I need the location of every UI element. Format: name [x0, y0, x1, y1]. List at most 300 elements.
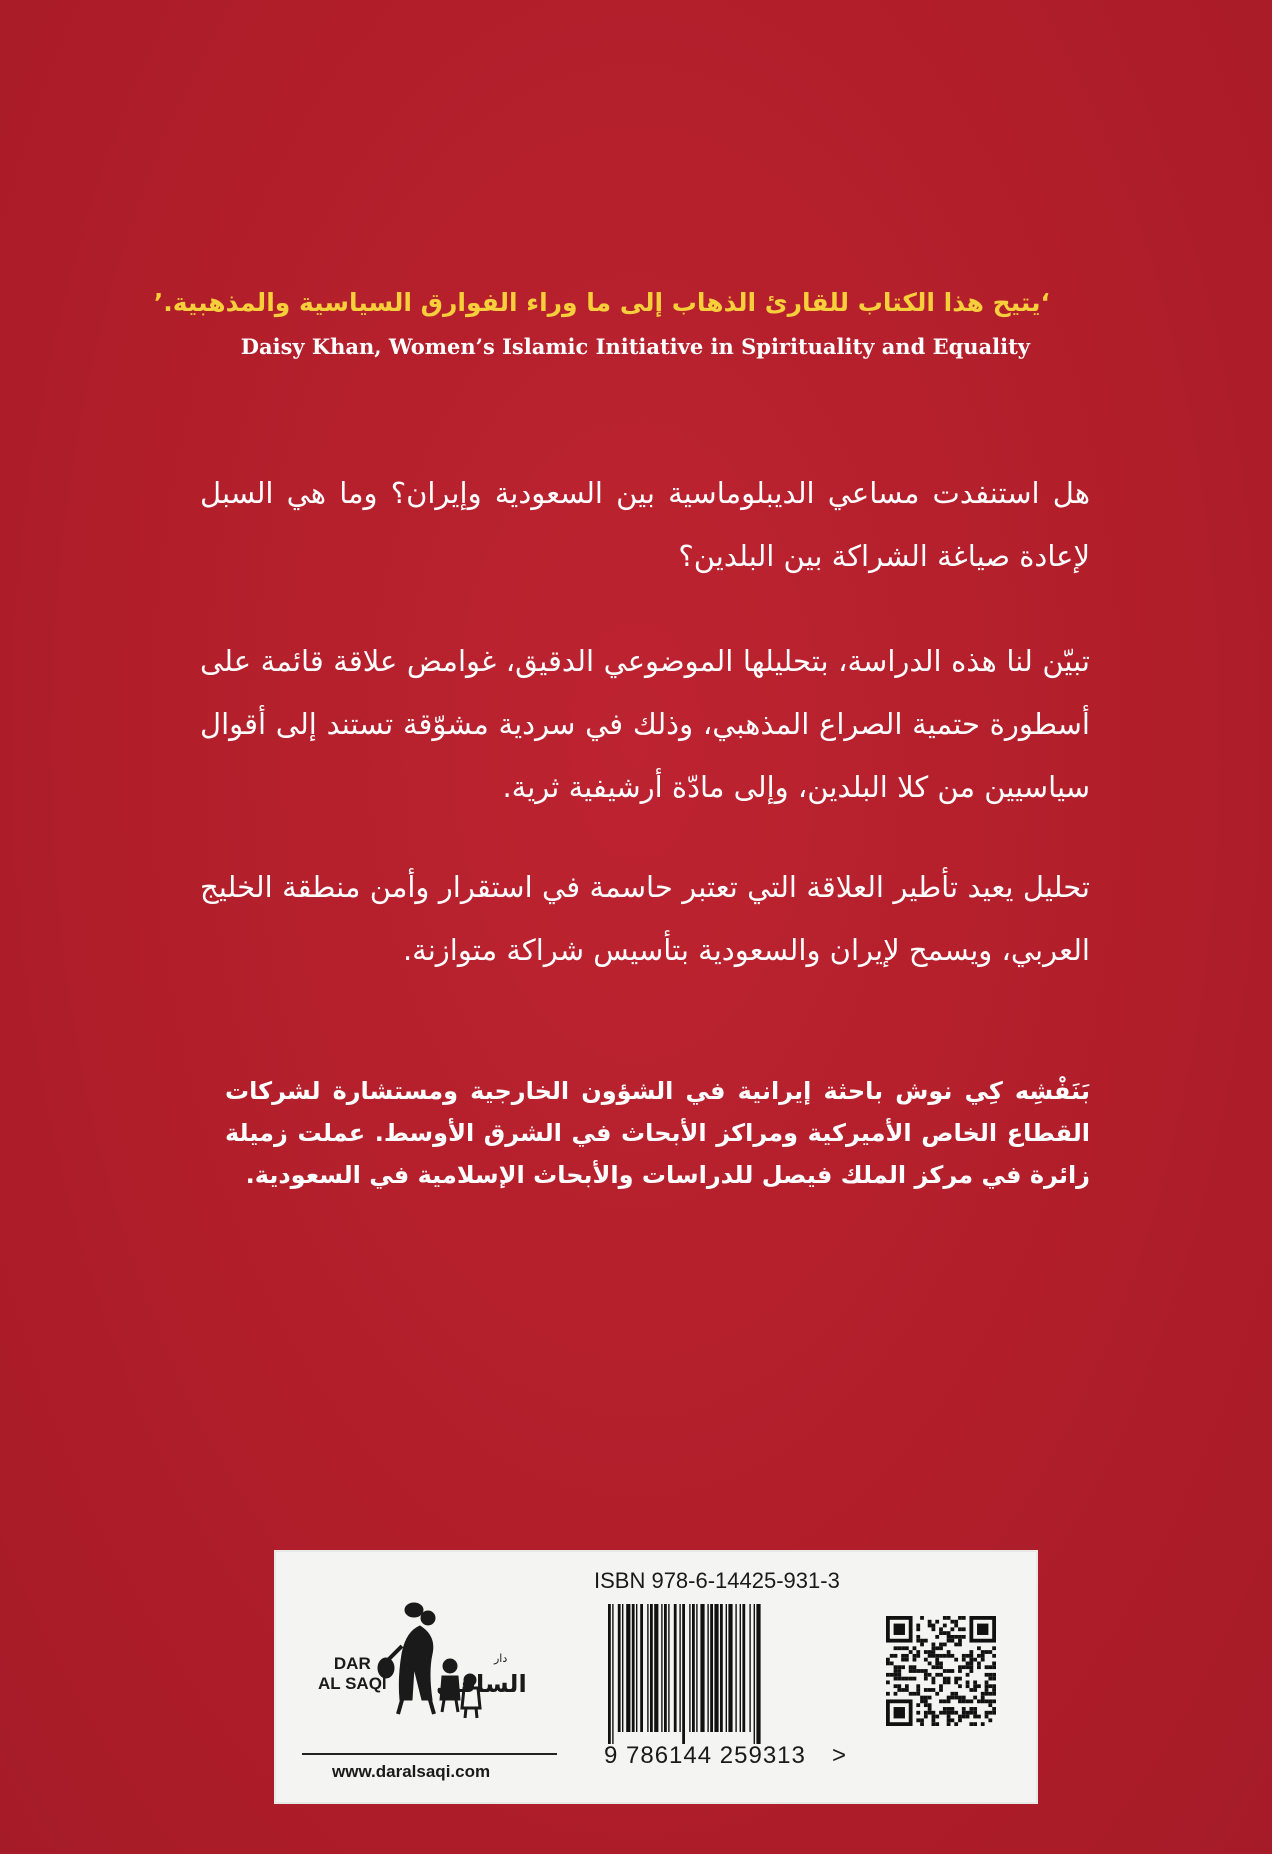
qr-module: [939, 1643, 943, 1647]
qr-module: [950, 1635, 954, 1639]
qr-module: [924, 1688, 928, 1692]
barcode-bar: [664, 1604, 667, 1732]
qr-module: [988, 1711, 992, 1715]
qr-module: [992, 1688, 996, 1692]
qr-module: [985, 1711, 989, 1715]
qr-module: [947, 1616, 951, 1620]
qr-module: [897, 1673, 901, 1677]
qr-module: [932, 1643, 936, 1647]
qr-module: [958, 1677, 962, 1681]
qr-module: [962, 1707, 966, 1711]
qr-module: [969, 1707, 973, 1711]
qr-module: [985, 1684, 989, 1688]
qr-module: [950, 1669, 954, 1673]
qr-module: [935, 1662, 939, 1666]
barcode-bar: [647, 1604, 648, 1732]
qr-module: [977, 1665, 981, 1669]
qr-module: [905, 1688, 909, 1692]
qr-module: [905, 1684, 909, 1688]
qr-module: [973, 1658, 977, 1662]
qr-module: [913, 1677, 917, 1681]
qr-module: [916, 1684, 920, 1688]
qr-module: [909, 1665, 913, 1669]
qr-module: [913, 1658, 917, 1662]
barcode-bar: [726, 1604, 727, 1732]
qr-module: [920, 1643, 924, 1647]
qr-module: [932, 1711, 936, 1715]
barcode-bar: [692, 1604, 695, 1732]
qr-module: [932, 1650, 936, 1654]
qr-module: [966, 1654, 970, 1658]
qr-module: [969, 1722, 973, 1726]
qr-module: [939, 1627, 943, 1631]
qr-module: [981, 1650, 985, 1654]
qr-module: [928, 1662, 932, 1666]
qr-module: [935, 1654, 939, 1658]
qr-module: [962, 1699, 966, 1703]
qr-module: [977, 1684, 981, 1688]
qr-module: [962, 1715, 966, 1719]
qr-module: [958, 1616, 962, 1620]
qr-module: [950, 1692, 954, 1696]
endorsement-attribution: Daisy Khan, Women’s Islamic Initiative in Spirituality and Equality: [240, 334, 1030, 359]
qr-module: [954, 1635, 958, 1639]
qr-module: [909, 1692, 913, 1696]
qr-module: [901, 1665, 905, 1669]
qr-module: [958, 1696, 962, 1700]
logo-divider: [302, 1753, 557, 1755]
qr-module: [924, 1669, 928, 1673]
qr-module: [894, 1646, 898, 1650]
qr-module: [981, 1658, 985, 1662]
qr-module: [932, 1677, 936, 1681]
qr-module: [992, 1692, 996, 1696]
qr-module: [988, 1665, 992, 1669]
qr-module: [890, 1673, 894, 1677]
author-bio: بَنَفْشِه كِي نوش باحثة إيرانية في الشؤون الخارجية ومستشارة لشركات القطاع الخاص الأميركية ومراكز الأبحاث في الشرق الأوسط. عملت زميلة زائرة في مركز الملك فيصل للدراسات والأبحاث الإسلامية في السعودية.: [225, 1077, 1090, 1189]
barcode-bar: [720, 1604, 723, 1732]
blurb-paragraph-2: تبيّن لنا هذه الدراسة، بتحليلها الموضوعي الدقيق، غوامض علاقة قائمة على أسطورة حتمية الصراع المذهبي، وذلك في سردية مشوّقة تستند إلى أقوال سياسيين من كلا البلدين، وإلى مادّة أرشيفية ثرية.: [200, 644, 1090, 804]
qr-module: [939, 1654, 943, 1658]
qr-module: [939, 1662, 943, 1666]
qr-module: [947, 1680, 951, 1684]
qr-module: [920, 1718, 924, 1722]
qr-module: [966, 1665, 970, 1669]
qr-module: [943, 1711, 947, 1715]
qr-module: [897, 1646, 901, 1650]
qr-module: [932, 1688, 936, 1692]
qr-module: [916, 1692, 920, 1696]
qr-module: [943, 1699, 947, 1703]
qr-module: [935, 1673, 939, 1677]
qr-module: [897, 1684, 901, 1688]
qr-module: [890, 1662, 894, 1666]
barcode-bar: [668, 1604, 669, 1732]
qr-module: [947, 1718, 951, 1722]
qr-module: [950, 1620, 954, 1624]
qr-module: [973, 1684, 977, 1688]
qr-module: [962, 1627, 966, 1631]
qr-code: [886, 1616, 996, 1726]
qr-module: [988, 1692, 992, 1696]
qr-module: [928, 1624, 932, 1628]
qr-module: [894, 1624, 905, 1635]
qr-module: [958, 1627, 962, 1631]
qr-module: [924, 1715, 928, 1719]
qr-module: [985, 1665, 989, 1669]
barcode-bar: [674, 1604, 677, 1732]
qr-module: [992, 1711, 996, 1715]
qr-module: [943, 1654, 947, 1658]
qr-module: [939, 1684, 943, 1688]
qr-module: [958, 1635, 962, 1639]
barcode-sticker: [276, 1552, 1036, 1802]
qr-module: [954, 1624, 958, 1628]
qr-module: [992, 1699, 996, 1703]
publisher-name-en: DAR AL SAQI: [318, 1654, 387, 1693]
qr-module: [947, 1631, 951, 1635]
qr-module: [935, 1665, 939, 1669]
qr-module: [916, 1718, 920, 1722]
qr-module: [886, 1662, 890, 1666]
qr-module: [958, 1684, 962, 1688]
qr-module: [901, 1658, 905, 1662]
qr-module: [913, 1665, 917, 1669]
qr-module: [969, 1658, 973, 1662]
barcode-bar: [622, 1604, 623, 1732]
qr-module: [913, 1646, 917, 1650]
qr-module: [992, 1665, 996, 1669]
qr-module: [958, 1718, 962, 1722]
qr-module: [973, 1688, 977, 1692]
qr-module: [897, 1665, 901, 1669]
qr-module: [928, 1707, 932, 1711]
qr-module: [928, 1654, 932, 1658]
barcode-bar: [749, 1604, 750, 1732]
qr-module: [988, 1718, 992, 1722]
qr-module: [981, 1722, 985, 1726]
qr-module: [935, 1692, 939, 1696]
qr-module: [958, 1715, 962, 1719]
qr-module: [935, 1715, 939, 1719]
qr-module: [928, 1673, 932, 1677]
barcode-bar: [710, 1604, 713, 1732]
barcode-bar: [742, 1604, 745, 1732]
barcode-bar: [740, 1604, 741, 1732]
qr-module: [969, 1665, 973, 1669]
qr-module: [935, 1722, 939, 1726]
qr-module: [966, 1715, 970, 1719]
qr-module: [943, 1643, 947, 1647]
qr-module: [992, 1654, 996, 1658]
qr-module: [939, 1665, 943, 1669]
qr-module: [886, 1673, 890, 1677]
qr-module: [913, 1692, 917, 1696]
qr-module: [913, 1669, 917, 1673]
qr-module: [939, 1688, 943, 1692]
qr-module: [977, 1654, 981, 1658]
blurb-paragraph-3: تحليل يعيد تأطير العلاقة التي تعتبر حاسمة في استقرار وأمن منطقة الخليج العربي، ويسمح لإيران والسعودية بتأسيس شراكة متوازنة.: [200, 870, 1090, 967]
qr-module: [924, 1658, 928, 1662]
qr-module: [954, 1696, 958, 1700]
qr-module: [894, 1673, 898, 1677]
qr-module: [947, 1654, 951, 1658]
qr-module: [932, 1718, 936, 1722]
qr-module: [954, 1658, 958, 1662]
qr-module: [939, 1673, 943, 1677]
qr-module: [950, 1627, 954, 1631]
qr-module: [992, 1662, 996, 1666]
qr-module: [969, 1699, 973, 1703]
qr-module: [969, 1650, 973, 1654]
qr-module: [943, 1616, 947, 1620]
qr-module: [943, 1677, 947, 1681]
blurb-paragraph-1: هل استنفدت مساعي الديبلوماسية بين السعودية وإيران؟ وما هي السبل لإعادة صياغة الشراكة بين البلدين؟: [200, 476, 1090, 573]
qr-module: [924, 1699, 928, 1703]
qr-module: [897, 1677, 901, 1681]
qr-module: [962, 1616, 966, 1620]
qr-module: [928, 1620, 932, 1624]
qr-module: [988, 1703, 992, 1707]
publisher-website: www.daralsaqi.com: [332, 1762, 491, 1781]
qr-module: [954, 1677, 958, 1681]
qr-module: [973, 1715, 977, 1719]
qr-module: [932, 1715, 936, 1719]
qr-module: [913, 1654, 917, 1658]
qr-module: [973, 1707, 977, 1711]
qr-module: [928, 1688, 932, 1692]
qr-module: [958, 1643, 962, 1647]
barcode-bar: [714, 1604, 718, 1732]
publisher-dar-ar: دار: [494, 1652, 508, 1665]
qr-module: [916, 1654, 920, 1658]
qr-module: [886, 1680, 890, 1684]
qr-module: [988, 1650, 992, 1654]
qr-module: [928, 1711, 932, 1715]
qr-module: [939, 1646, 943, 1650]
barcode-bar: [682, 1604, 685, 1744]
qr-module: [947, 1707, 951, 1711]
qr-module: [894, 1654, 898, 1658]
qr-module: [969, 1654, 973, 1658]
barcode-bar: [696, 1604, 697, 1732]
qr-module: [935, 1658, 939, 1662]
qr-module: [924, 1711, 928, 1715]
qr-module: [977, 1715, 981, 1719]
qr-module: [992, 1684, 996, 1688]
qr-module: [916, 1639, 920, 1643]
qr-module: [962, 1658, 966, 1662]
qr-module: [943, 1707, 947, 1711]
qr-module: [916, 1624, 920, 1628]
qr-module: [924, 1639, 928, 1643]
qr-module: [909, 1677, 913, 1681]
qr-module: [890, 1654, 894, 1658]
qr-module: [969, 1688, 973, 1692]
qr-module: [950, 1654, 954, 1658]
barcode-bar: [735, 1604, 736, 1732]
qr-module: [962, 1635, 966, 1639]
qr-module: [950, 1707, 954, 1711]
qr-module: [939, 1699, 943, 1703]
qr-module: [932, 1665, 936, 1669]
qr-module: [894, 1669, 898, 1673]
qr-module: [897, 1669, 901, 1673]
qr-module: [947, 1699, 951, 1703]
qr-module: [894, 1684, 898, 1688]
qr-module: [928, 1703, 932, 1707]
barcode-bar: [754, 1604, 755, 1744]
qr-module: [966, 1680, 970, 1684]
qr-module: [947, 1650, 951, 1654]
qr-module: [901, 1654, 905, 1658]
barcode-bar: [612, 1604, 613, 1744]
barcode-arrow: >: [832, 1742, 847, 1769]
qr-module: [950, 1711, 954, 1715]
qr-module: [988, 1684, 992, 1688]
qr-module: [920, 1669, 924, 1673]
qr-module: [981, 1692, 985, 1696]
qr-module: [947, 1696, 951, 1700]
qr-module: [932, 1654, 936, 1658]
qr-module: [973, 1680, 977, 1684]
qr-module: [909, 1669, 913, 1673]
qr-module: [916, 1703, 920, 1707]
qr-module: [894, 1707, 905, 1718]
qr-module: [973, 1711, 977, 1715]
qr-module: [920, 1616, 924, 1620]
barcode-bar: [661, 1604, 662, 1732]
qr-module: [992, 1677, 996, 1681]
qr-module: [924, 1673, 928, 1677]
qr-module: [935, 1646, 939, 1650]
barcode-bar: [618, 1604, 621, 1732]
qr-module: [916, 1650, 920, 1654]
qr-module: [935, 1620, 939, 1624]
barcode-bar: [728, 1604, 732, 1732]
qr-module: [988, 1673, 992, 1677]
qr-module: [992, 1707, 996, 1711]
qr-module: [943, 1624, 947, 1628]
qr-module: [981, 1696, 985, 1700]
qr-module: [977, 1662, 981, 1666]
qr-module: [992, 1646, 996, 1650]
qr-module: [954, 1680, 958, 1684]
qr-module: [947, 1715, 951, 1719]
barcode-bar: [608, 1604, 611, 1744]
qr-module: [916, 1635, 920, 1639]
qr-module: [954, 1643, 958, 1647]
qr-module: [958, 1669, 962, 1673]
qr-module: [985, 1673, 989, 1677]
barcode-bar: [689, 1604, 690, 1732]
qr-module: [928, 1650, 932, 1654]
qr-module: [962, 1665, 966, 1669]
qr-module: [932, 1627, 936, 1631]
qr-module: [966, 1699, 970, 1703]
qr-module: [969, 1711, 973, 1715]
qr-module: [985, 1680, 989, 1684]
qr-module: [943, 1680, 947, 1684]
qr-module: [950, 1639, 954, 1643]
qr-module: [905, 1646, 909, 1650]
qr-module: [985, 1692, 989, 1696]
isbn-label: ISBN 978-6-14425-931-3: [594, 1568, 840, 1593]
qr-module: [905, 1654, 909, 1658]
qr-module: [924, 1677, 928, 1681]
qr-module: [977, 1624, 988, 1635]
qr-module: [943, 1631, 947, 1635]
qr-module: [966, 1684, 970, 1688]
qr-module: [981, 1699, 985, 1703]
endorsement-quote: ‘يتيح هذا الكتاب للقارئ الذهاب إلى ما وراء الفوارق السياسية والمذهبية.’: [153, 288, 1050, 317]
qr-module: [973, 1696, 977, 1700]
qr-module: [932, 1624, 936, 1628]
qr-module: [947, 1677, 951, 1681]
qr-module: [954, 1620, 958, 1624]
qr-module: [962, 1696, 966, 1700]
qr-module: [954, 1692, 958, 1696]
barcode-bar: [679, 1604, 680, 1732]
qr-module: [935, 1635, 939, 1639]
qr-module: [939, 1631, 943, 1635]
barcode-bar: [654, 1604, 658, 1732]
qr-module: [950, 1696, 954, 1700]
qr-module: [924, 1696, 928, 1700]
qr-module: [969, 1662, 973, 1666]
qr-module: [920, 1722, 924, 1726]
barcode-bar: [700, 1604, 704, 1732]
qr-module: [981, 1654, 985, 1658]
qr-module: [947, 1639, 951, 1643]
qr-module: [977, 1699, 981, 1703]
publisher-name-ar: الساقي: [436, 1670, 527, 1698]
qr-module: [950, 1718, 954, 1722]
qr-module: [985, 1715, 989, 1719]
qr-module: [909, 1650, 913, 1654]
qr-module: [905, 1677, 909, 1681]
qr-module: [932, 1646, 936, 1650]
qr-module: [973, 1722, 977, 1726]
qr-module: [992, 1673, 996, 1677]
qr-module: [939, 1711, 943, 1715]
barcode-bar: [650, 1604, 653, 1732]
qr-module: [985, 1699, 989, 1703]
qr-module: [958, 1665, 962, 1669]
qr-module: [897, 1688, 901, 1692]
barcode-bar: [632, 1604, 635, 1732]
qr-module: [954, 1722, 958, 1726]
qr-module: [988, 1699, 992, 1703]
qr-module: [916, 1688, 920, 1692]
qr-module: [924, 1650, 928, 1654]
qr-module: [977, 1646, 981, 1650]
barcode-bar: [640, 1604, 643, 1732]
qr-module: [988, 1677, 992, 1681]
qr-module: [901, 1688, 905, 1692]
qr-module: [947, 1669, 951, 1673]
barcode-bar: [636, 1604, 637, 1732]
qr-module: [901, 1646, 905, 1650]
qr-module: [943, 1669, 947, 1673]
qr-module: [916, 1669, 920, 1673]
isbn-barcode: [594, 1604, 884, 1744]
qr-module: [932, 1680, 936, 1684]
qr-module: [894, 1692, 898, 1696]
qr-module: [932, 1722, 936, 1726]
qr-module: [958, 1639, 962, 1643]
qr-module: [966, 1673, 970, 1677]
